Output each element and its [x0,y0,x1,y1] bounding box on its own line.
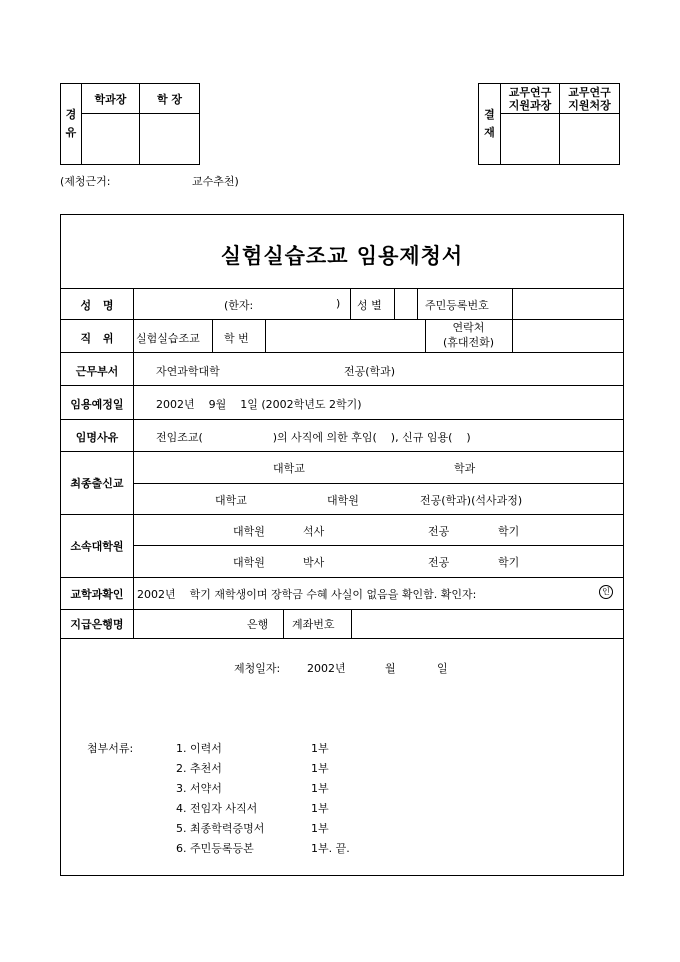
approval-box-left [60,83,200,165]
attachment-count: 1부 [311,802,329,815]
grad-school-sem: 학기 [498,556,520,569]
account-label: 계좌번호 [292,618,335,631]
col-line: 교무연구 [568,85,611,99]
approval-col-manager [501,84,560,114]
attachment-count: 1부 [311,822,329,835]
approval-box-right [478,83,620,165]
position-label: 직 위 [80,332,114,345]
final-school-grad: 대학원 [327,494,359,507]
attachment-count: 1부 [311,782,329,795]
appoint-date-value: 2002년 9월 1일 (2002학년도 2학기) [156,398,362,411]
appointment-form [60,214,624,876]
grad-school-degree: 석사 [303,525,325,538]
col-line: 지원처장 [568,98,611,112]
grad-school-major: 전공 [428,525,450,538]
grad-school-sem: 학기 [498,525,520,538]
approval-right-side-label [479,84,501,165]
hanja-close: ) [336,297,341,310]
final-school-label: 최종출신교 [70,477,124,490]
date-month: 월 [385,662,396,675]
name-label: 성 명 [80,299,114,312]
account-input[interactable] [353,612,621,635]
form-title: 실험실습조교 임용제청서 [220,243,464,268]
attachment-count: 1부 [311,742,329,755]
attachment-name: 4. 전임자 사직서 [176,802,258,815]
attachment-name: 3. 서약서 [176,782,222,795]
final-school-major: 전공(학과)(석사과정) [420,494,523,507]
appoint-date-label: 임용예정일 [70,398,124,411]
rrn-input[interactable] [513,291,621,315]
date-year: 2002년 [307,662,346,675]
date-label: 제청일자: [234,662,281,675]
contact-label [425,320,512,350]
col-line: 교무연구 [508,85,552,99]
hanja-label: (한자: [224,299,254,312]
confirm-value: 2002년 학기 재학생이며 장학금 수혜 사실이 없음을 확인함. 확인자: [137,588,477,601]
gender-label: 성 별 [357,299,382,312]
approval-col-dean: 학 장 [140,84,200,114]
rrn-label: 주민등록번호 [425,299,489,312]
confirm-label: 교학과확인 [70,588,124,601]
approval-sign-cell[interactable] [140,114,200,165]
department-major: 전공(학과) [344,365,396,378]
grad-school-grad: 대학원 [233,525,265,538]
approval-sign-cell[interactable] [82,114,140,165]
reason-label: 임명사유 [75,431,119,444]
grad-school-label: 소속대학원 [70,540,124,553]
student-no-label: 학 번 [224,332,249,345]
contact-line: (휴대전화) [442,336,495,349]
final-school-univ: 대학교 [273,462,305,475]
attachment-name: 5. 최종학력증명서 [176,822,265,835]
approval-col-director [560,84,620,114]
hanja-input[interactable] [161,291,341,315]
side-char: 결 [484,108,495,121]
approval-sign-cell[interactable] [560,114,620,165]
department-label: 근무부서 [75,365,119,378]
attachment-count: 1부. 끝. [311,842,350,855]
student-no-input[interactable] [267,322,417,349]
date-day: 일 [437,662,448,675]
attachment-count: 1부 [311,762,329,775]
approval-sign-cell[interactable] [501,114,560,165]
approval-left-side-label [61,84,82,165]
side-char: 재 [484,126,495,139]
approval-col-dept-head: 학과장 [82,84,140,114]
col-line: 지원과장 [508,98,552,112]
seal-mark: 인 [599,585,613,599]
bank-suffix: 은행 [247,618,269,631]
department-college: 자연과학대학 [156,365,220,378]
grad-school-degree: 박사 [303,556,325,569]
contact-input[interactable] [513,322,621,349]
side-char: 경 [65,108,77,121]
attachment-name: 2. 추천서 [176,762,222,775]
grad-school-grad: 대학원 [233,556,265,569]
bank-input[interactable] [136,612,246,635]
final-school-univ2: 대학교 [215,494,247,507]
reason-value: 전임조교( )의 사직에 의한 후임( ), 신규 임용( ) [156,431,471,444]
attachment-name: 1. 이력서 [176,742,222,755]
final-school-dept: 학과 [454,462,476,475]
attachments-label: 첨부서류: [87,742,134,755]
bank-label: 지급은행명 [70,618,124,631]
basis-value: 교수추천) [192,175,239,188]
contact-line: 연락처 [452,321,485,334]
grad-school-major: 전공 [428,556,450,569]
side-char: 유 [65,126,77,139]
basis-label: (제청근거: [60,175,111,188]
attachment-name: 6. 주민등록등본 [176,842,254,855]
position-value: 실험실습조교 [136,332,200,345]
